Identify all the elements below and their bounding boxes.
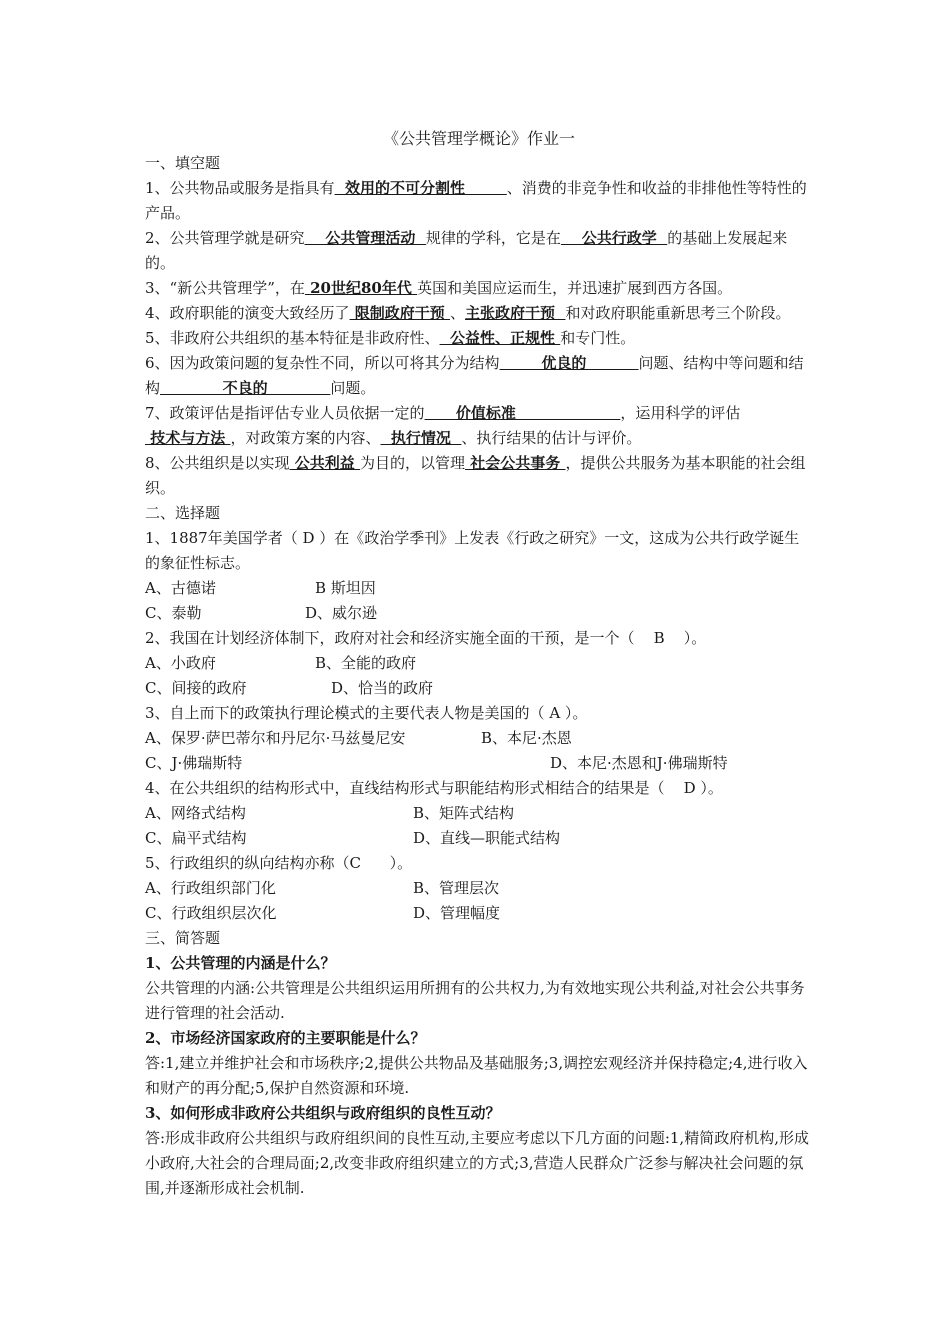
- option: B 斯坦因: [315, 579, 376, 597]
- option: C、行政组织层次化: [145, 904, 277, 922]
- short-answer-3: 答:形成非政府公共组织与政府组织间的良性互动,主要应考虑以下几方面的问题:1,精简政府机构,形成小政府,大社会的合理局面;2,改变非政府组织建立的方式;3,营造人民群众广泛参与解决社会问题的氛围,并逐渐形成社会机制.: [145, 1129, 809, 1197]
- text: 2、公共管理学就是研究: [145, 229, 305, 247]
- answer: 主张政府干预: [465, 304, 566, 322]
- text: 7、政策评估是指评估专业人员依据一定的: [145, 404, 425, 422]
- answer: 公共行政学: [560, 229, 668, 247]
- text: 、执行结果的估计与评价。: [461, 429, 642, 447]
- answer: 限制政府干预: [349, 304, 450, 322]
- choice-options: [145, 826, 813, 851]
- answer: 优良的: [499, 354, 639, 372]
- fill-question-6: [145, 351, 813, 401]
- text: 的基础上发展起来的。: [145, 229, 788, 272]
- option: C、扁平式结构: [145, 829, 247, 847]
- text: 为目的，以管理: [360, 454, 466, 472]
- option: A、行政组织部门化: [145, 879, 276, 897]
- option: D、威尔逊: [305, 604, 378, 622]
- text: 5、非政府公共组织的基本特征是非政府性、: [145, 329, 440, 347]
- short-question-2: 2、市场经济国家政府的主要职能是什么？: [145, 1029, 426, 1047]
- option: D、直线—职能式结构: [413, 829, 561, 847]
- answer: 公益性、正规性: [439, 329, 561, 347]
- option: D、恰当的政府: [331, 679, 434, 697]
- option: A、古德诺: [145, 579, 216, 597]
- text: 英国和美国应运而生，并迅速扩展到西方各国。: [417, 279, 733, 297]
- option: D、管理幅度: [413, 904, 501, 922]
- answer: 效用的不可分割性: [334, 179, 507, 197]
- short-answer-1: 公共管理的内涵:公共管理是公共组织运用所拥有的公共权力,为有效地实现公共利益,对社会公共事务进行管理的社会活动.: [145, 979, 805, 1022]
- answer: 不良的: [160, 379, 331, 397]
- choice-question-5: 5、行政组织的纵向结构亦称（C ）。: [145, 854, 413, 872]
- choice-options: [145, 601, 813, 626]
- choice-options: [145, 726, 813, 751]
- text: 问题、结构中等问题和结构: [145, 354, 804, 397]
- section-heading-short: 三、简答题: [145, 929, 221, 947]
- fill-question-4: [145, 301, 813, 326]
- text: 问题。: [330, 379, 376, 397]
- choice-options: [145, 901, 813, 926]
- text: ，运用科学的评估: [620, 404, 741, 422]
- section-heading-fill: 一、填空题: [145, 154, 221, 172]
- text: ，对政策方案的内容、: [230, 429, 381, 447]
- option: A、网络式结构: [145, 804, 246, 822]
- choice-options: [145, 876, 813, 901]
- option: B、全能的政府: [315, 654, 417, 672]
- text: 、消费的非竞争性和收益的非排他性等特性的产品。: [145, 179, 807, 222]
- choice-question-1: 1、1887年美国学者（ D ）在《政治学季刊》上发表《行政之研究》一文，这成为公共行政学诞生的象征性标志。: [145, 529, 800, 572]
- answer: 公共利益: [289, 454, 360, 472]
- fill-question-2: [145, 226, 813, 276]
- option: B、矩阵式结构: [413, 804, 515, 822]
- fill-question-1: [145, 176, 813, 226]
- text: 和专门性。: [560, 329, 636, 347]
- fill-question-8: [145, 451, 813, 501]
- option: C、间接的政府: [145, 679, 247, 697]
- option: C、J·佛瑞斯特: [145, 754, 243, 772]
- option: B、本尼·杰恩: [481, 729, 572, 747]
- short-answer-2: 答:1,建立并维护社会和市场秩序;2,提供公共物品及基础服务;3,调控宏观经济并保持稳定;4,进行收入和财产的再分配;5,保护自然资源和环境.: [145, 1054, 808, 1097]
- choice-options: [145, 676, 813, 701]
- section-heading-choice: 二、选择题: [145, 504, 221, 522]
- text: 规律的学科，它是在: [425, 229, 561, 247]
- option: A、小政府: [145, 654, 216, 672]
- answer: 技术与方法: [145, 429, 231, 447]
- short-question-1: 1、公共管理的内涵是什么？: [145, 954, 336, 972]
- choice-options: [145, 651, 813, 676]
- choice-question-2: 2、我国在计划经济体制下，政府对社会和经济实施全面的干预，是一个（ B ）。: [145, 629, 707, 647]
- text: 和对政府职能重新思考三个阶段。: [565, 304, 791, 322]
- choice-question-3: 3、自上而下的政策执行理论模式的主要代表人物是美国的（ A ）。: [145, 704, 588, 722]
- option: B、管理层次: [413, 879, 500, 897]
- answer: 公共管理活动: [304, 229, 426, 247]
- choice-options: [145, 801, 813, 826]
- text: 6、因为政策问题的复杂性不同，所以可将其分为结构: [145, 354, 500, 372]
- fill-question-5: [145, 326, 813, 351]
- short-question-3: 3、如何形成非政府公共组织与政府组织的良性互动？: [145, 1104, 501, 1122]
- document-body: [145, 126, 813, 1201]
- text: 8、公共组织是以实现: [145, 454, 290, 472]
- option: D、本尼·杰恩和J·佛瑞斯特: [550, 754, 728, 772]
- answer: 价值标准: [424, 404, 621, 422]
- text: ，提供公共服务为基本职能的社会组织。: [145, 454, 806, 497]
- option: A、保罗·萨巴蒂尔和丹尼尔·马兹曼尼安: [145, 729, 406, 747]
- text: 4、政府职能的演变大致经历了: [145, 304, 350, 322]
- text: 1、公共物品或服务是指具有: [145, 179, 335, 197]
- choice-options: [145, 751, 813, 776]
- fill-question-3: [145, 276, 813, 301]
- text: 、: [450, 304, 466, 322]
- fill-question-7: [145, 401, 813, 451]
- option: C、泰勒: [145, 604, 202, 622]
- page-title: 《公共管理学概论》作业一: [382, 129, 575, 148]
- choice-question-4: 4、在公共组织的结构形式中，直线结构形式与职能结构形式相结合的结果是（ D ）。: [145, 779, 723, 797]
- choice-options: [145, 576, 813, 601]
- text: 3、“新公共管理学”，在: [145, 279, 305, 297]
- answer: 社会公共事务: [465, 454, 566, 472]
- answer: 20世纪80年代: [304, 279, 418, 297]
- answer: 执行情况: [380, 429, 462, 447]
